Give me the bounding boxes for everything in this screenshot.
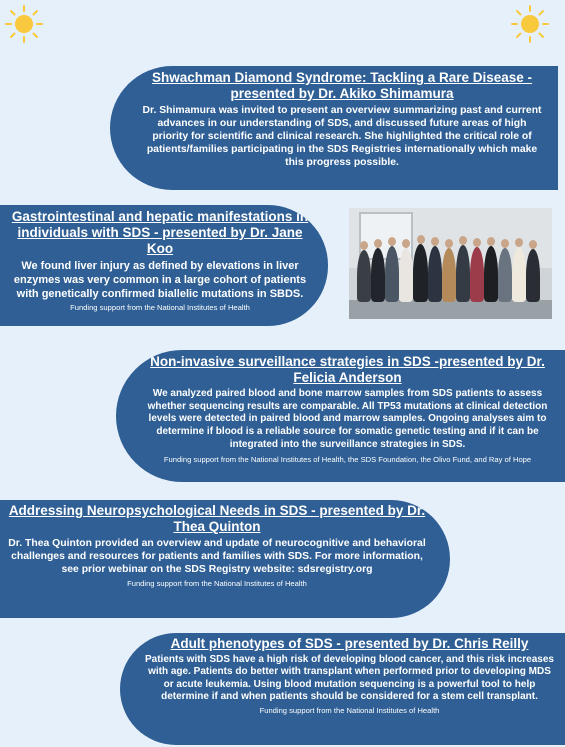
funding-note: Funding support from the National Institutes of Health — [259, 706, 440, 716]
person — [385, 246, 399, 302]
person-head — [529, 240, 537, 249]
person — [428, 246, 442, 302]
section-body: We analyzed paired blood and bone marrow samples from SDS patients to assess whether sequencing results are comparable. All TP53 mutations at clinical detection levels were detected in paired blood and marrow samples. Ongoing analyses aim to determine if blood is a reliable source for somatic genetic testing and if it can be integrated into the surveillance strategies in SDS. — [147, 388, 548, 450]
person-head — [473, 238, 481, 247]
group-photo — [349, 208, 552, 319]
person-head — [402, 239, 410, 248]
funding-note: Funding support from the National Institutes of Health — [127, 579, 307, 588]
person — [442, 248, 456, 302]
person — [357, 250, 371, 302]
person — [526, 249, 540, 302]
section-body: Dr. Shimamura was invited to present an overview summarizing past and current advances in our understanding of SDS, and discussed future areas of high priority for scientific and clinical research. She highlighted the critical role of patients/families participating in the SDS Registries internationally which make this progress possible. — [142, 105, 542, 168]
section-card-anderson — [116, 350, 565, 482]
section-title: Non-invasive surveillance strategies in SDS -presented by Dr. Felicia Anderson — [150, 354, 545, 385]
section-title: Addressing Neuropsychological Needs in SDS - presented by Dr. Thea Quinton — [8, 503, 426, 534]
person-head — [459, 236, 467, 245]
person — [456, 245, 470, 302]
person-head — [501, 239, 509, 248]
section-title: Gastrointestinal and hepatic manifestations in individuals with SDS - presented by Dr. Jane Koo — [11, 209, 309, 256]
sun-icon — [4, 4, 44, 44]
funding-note: Funding support from the National Institutes of Health — [70, 303, 250, 312]
section-card-quinton — [0, 500, 450, 618]
sun-icon — [510, 4, 550, 44]
person-head — [360, 241, 368, 250]
section-body: Patients with SDS have a high risk of developing blood cancer, and this risk increases with age. Patients do better with transplant when performed prior to developing MDS or acute leukemia. Using blood mutation sequencing is a powerful tool to help determine if and when patients should be considered for a stem cell transplant. — [144, 654, 554, 702]
person-head — [487, 237, 495, 246]
person — [498, 248, 512, 302]
section-card-reilly — [120, 633, 565, 745]
person — [470, 247, 484, 302]
section-card-koo — [0, 205, 328, 326]
person — [371, 248, 385, 302]
person-head — [431, 237, 439, 246]
person-head — [515, 238, 523, 247]
section-body: We found liver injury as defined by elevations in liver enzymes was very common in a large cohort of patients with genetically confirmed biallelic mutations in SBDS. — [13, 260, 307, 300]
person — [399, 248, 413, 302]
person — [484, 246, 498, 302]
section-title: Shwachman Diamond Syndrome: Tackling a Rare Disease - presented by Dr. Akiko Shimamura — [151, 70, 533, 101]
person-head — [417, 235, 425, 244]
person-head — [445, 239, 453, 248]
funding-note: Funding support from the National Institutes of Health, the SDS Foundation, the Olivo Fund, and Ray of Hope — [163, 454, 532, 464]
person-head — [388, 237, 396, 246]
person — [512, 247, 526, 302]
person — [413, 244, 428, 302]
section-body: Dr. Thea Quinton provided an overview and update of neurocognitive and behavioral challenges and resources for patients and families with SDS. For more information, see prior webinar on the SDS Registry website: sdsregistry.org — [8, 538, 426, 575]
photo-floor — [349, 300, 552, 319]
person-head — [374, 239, 382, 248]
section-title: Adult phenotypes of SDS - presented by Dr. Chris Reilly — [170, 636, 529, 651]
section-card-shimamura — [110, 66, 558, 190]
